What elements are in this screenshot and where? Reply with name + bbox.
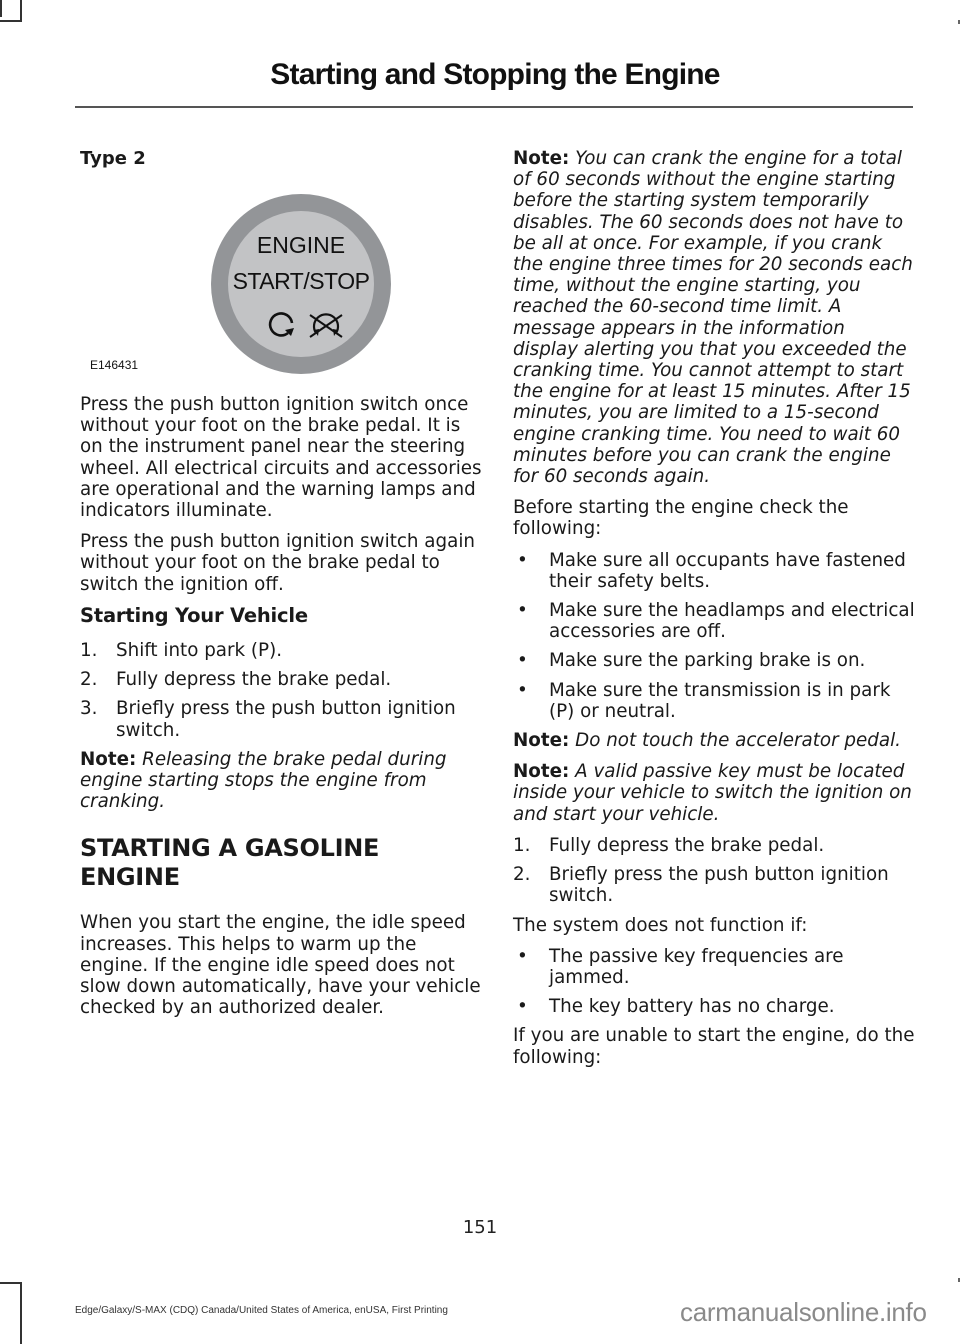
list-item: • Make sure the parking brake is on. bbox=[517, 650, 866, 672]
button-label-engine: ENGINE bbox=[256, 232, 346, 258]
paragraph-unable-intro: If you are unable to start the engine, do the following: bbox=[513, 1025, 915, 1068]
list-item: 2. Briefly press the push button ignition switch. bbox=[513, 864, 889, 907]
engine-start-arrow-icon bbox=[270, 313, 294, 336]
engine-stop-crossed-icon bbox=[310, 314, 342, 337]
list-item: • Make sure the transmission is in park (P) or neutral. bbox=[517, 679, 891, 722]
pre-start-checklist bbox=[513, 550, 915, 722]
page-title: Starting and Stopping the Engine bbox=[270, 58, 720, 91]
paragraph-press-once: Press the push button ignition switch once without your foot on the brake pedal. It is on the instrument panel near the steering wheel. All electrical circuits and accessories are operational and the warning lamps and indicators illuminate. bbox=[80, 394, 482, 522]
button-label-start-stop: START/STOP bbox=[232, 268, 370, 294]
list-item: • The key battery has no charge. bbox=[517, 996, 835, 1018]
list-item: • The passive key frequencies are jammed. bbox=[517, 945, 844, 988]
note-passive-key: Note: A valid passive key must be located inside your vehicle to switch the ignition on and start your vehicle. bbox=[513, 761, 912, 825]
list-item: • Make sure all occupants have fastened their safety belts. bbox=[517, 549, 906, 592]
start-stop-button-illustration bbox=[211, 194, 391, 374]
start-steps-list bbox=[80, 640, 482, 741]
watermark: carmanualsonline.info bbox=[680, 1297, 927, 1327]
list-item: • Make sure the headlamps and electrical accessories are off. bbox=[517, 600, 915, 643]
list-item: 1. Shift into park (P). bbox=[80, 640, 283, 662]
paragraph-idle-speed: When you start the engine, the idle speed increases. This helps to warm up the engine. If the engine idle speed does not slow down automatically, have your vehicle checked by an authorized dealer. bbox=[80, 912, 481, 1019]
list-item: 3. Briefly press the push button ignition switch. bbox=[80, 698, 456, 741]
fail-conditions-list bbox=[513, 946, 915, 1018]
note-releasing-brake: Note: Releasing the brake pedal during engine starting stops the engine from cranking. bbox=[80, 748, 447, 813]
subheading-starting-your-vehicle: Starting Your Vehicle bbox=[80, 603, 308, 627]
crop-mark-bottom-left bbox=[0, 1282, 22, 1344]
paragraph-check-intro: Before starting the engine check the following: bbox=[513, 497, 849, 540]
section-heading-gasoline-engine: STARTING A GASOLINE ENGINE bbox=[80, 834, 380, 892]
page-number: 151 bbox=[462, 1217, 498, 1238]
crop-mark-top-left bbox=[0, 0, 22, 22]
button-face bbox=[228, 211, 374, 357]
right-column bbox=[513, 148, 915, 1078]
passive-start-steps bbox=[513, 835, 915, 907]
paragraph-press-again: Press the push button ignition switch again without your foot on the brake pedal to switch the ignition off. bbox=[80, 531, 475, 595]
type-heading: Type 2 bbox=[80, 148, 146, 169]
note-accelerator: Note: Do not touch the accelerator pedal. bbox=[513, 730, 901, 752]
header-divider bbox=[75, 106, 913, 108]
list-item: 1. Fully depress the brake pedal. bbox=[513, 834, 825, 856]
note-cranking-limit: Note: You can crank the engine for a total of 60 seconds without the engine starting before the starting system temporarily disables. The 60 seconds does not have to be all at once. For example, if you crank the engine three times for 20 seconds each time, without the engine starting, you reached the 60-second time limit. A message appears in the information display alerting you that you exceeded the cranking time. You cannot attempt to start the engine for at least 15 minutes. After 15 minutes, you are limited to a 15-second engine cranking time. You need to wait 60 minutes before you can crank the engine for 60 seconds again. bbox=[513, 148, 913, 488]
ignition-button-figure bbox=[80, 170, 482, 386]
list-item: 2. Fully depress the brake pedal. bbox=[80, 669, 392, 691]
edition-footer: Edge/Galaxy/S-MAX (CDQ) Canada/United States of America, enUSA, First Printing bbox=[75, 1305, 448, 1316]
paragraph-fail-intro: The system does not function if: bbox=[513, 914, 808, 936]
figure-id: E146431 bbox=[90, 358, 139, 372]
button-icons bbox=[258, 309, 348, 341]
left-column bbox=[80, 148, 482, 1028]
